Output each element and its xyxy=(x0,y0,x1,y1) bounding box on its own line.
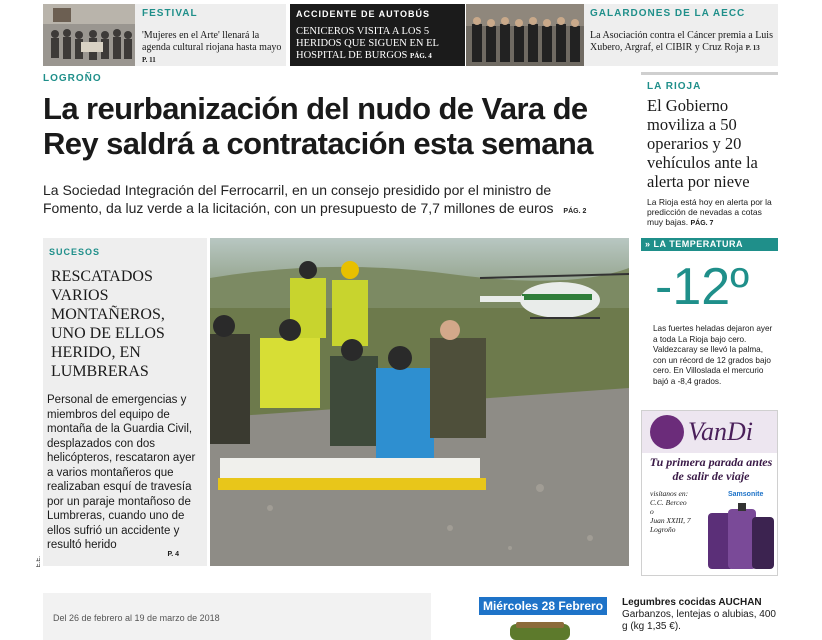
product-title: Legumbres cocidas AUCHAN xyxy=(622,597,762,608)
accidente-page: PÁG. 4 xyxy=(410,52,432,60)
galardones-headline xyxy=(590,30,776,54)
rioja-section-label: LA RIOJA xyxy=(647,81,702,92)
temperature-box xyxy=(641,256,778,404)
lead-page: PÁG. 2 xyxy=(563,208,587,215)
day-badge: Miércoles 28 Febrero xyxy=(479,597,607,615)
chevron-right-icon: » xyxy=(645,239,651,249)
lead-section-label: LOGROÑO xyxy=(43,73,102,84)
accidente-label: ACCIDENTE DE AUTOBÚS xyxy=(296,9,431,19)
lead-dek-line2: Fomento, da luz verde a la licitación, con un presupuesto de 7,7 millones de euros xyxy=(43,200,554,216)
vandi-visit: visítanos en: xyxy=(650,489,689,498)
lead-dek-line2-wrap xyxy=(43,199,638,221)
product-offer[interactable] xyxy=(622,597,782,633)
rioja-story[interactable] xyxy=(641,72,778,235)
teaser-festival[interactable] xyxy=(43,4,286,66)
vandi-logo-icon xyxy=(650,415,684,449)
rioja-headline: El Gobierno moviliza a 50 operarios y 20 vehículos ante la alerta por nieve xyxy=(647,96,758,191)
lead-headline-line2: Rey saldrá a contratación esta semana xyxy=(43,126,593,161)
rioja-body xyxy=(647,197,778,229)
sucesos-body-text: Personal de emergencias y miembros del equipo de montaña de la Guardia Civil, desplazados con dos helicópteros, rescataron ayer a varios montañeros que realizaban esquí de travesía por un paraje montañoso de Lumbreras, cuando uno de ellos sufrió un accidente y resultó herido xyxy=(47,394,196,551)
festival-headline xyxy=(142,30,284,66)
vandi-header xyxy=(642,411,778,453)
rioja-page: PÁG. 7 xyxy=(690,220,714,227)
temperature-body: Las fuertes heladas dejaron ayer a toda La Rioja bajo cero. Valdezcaray se llevó la palma, con un récord de 12 grados bajo cero. En Villoslada el mercurio bajó a -8,4 grados. xyxy=(653,324,773,386)
galardones-label: GALARDONES DE LA AECC xyxy=(590,8,746,19)
sucesos-story[interactable] xyxy=(43,238,207,566)
lead-dek-line1: La Sociedad Integración del Ferrocarril, en un consejo presidido por el ministro de xyxy=(43,182,552,198)
vandi-or: o xyxy=(650,507,654,516)
lead-headline[interactable] xyxy=(43,91,638,161)
festival-photo xyxy=(43,4,135,66)
vandi-address1: C.C. Berceo xyxy=(650,498,687,507)
accidente-headline xyxy=(296,26,461,62)
lead-dek xyxy=(43,181,638,221)
festival-page: P. 11 xyxy=(142,56,156,64)
galardones-headline-text: La Asociación contra el Cáncer premia a Luis Xubero, Argraf, el CIBIR y Cruz Roja xyxy=(590,30,773,53)
galardones-page: P. 13 xyxy=(745,44,760,52)
sucesos-headline: RESCATADOS VARIOS MONTAÑEROS, UNO DE ELLOS HERIDO, EN LUMBRERAS xyxy=(51,268,165,380)
photo-credit: E.E. xyxy=(36,556,42,568)
vandi-city: Logroño xyxy=(650,525,676,534)
promo-dates: Del 26 de febrero al 19 de marzo de 2018 xyxy=(53,613,220,623)
suitcase-icon xyxy=(702,503,778,575)
sucesos-section-label: SUCESOS xyxy=(49,247,101,257)
temperature-value: -12º xyxy=(655,258,750,316)
rioja-body-text: La Rioja está hoy en alerta por la predicción de nevadas a cotas muy bajas. xyxy=(647,197,772,227)
temperature-label: LA TEMPERATURA MÍNIMA xyxy=(641,239,743,262)
festival-label: FESTIVAL xyxy=(142,8,198,19)
accidente-headline-text: CENICEROS VISITA A LOS 5 HERIDOS QUE SIGUEN EN EL HOSPITAL DE BURGOS xyxy=(296,26,439,61)
vandi-ad[interactable] xyxy=(641,410,778,576)
rescue-photo xyxy=(210,238,629,566)
lead-headline-line1: La reurbanización del nudo de Vara de xyxy=(43,91,588,126)
vandi-brand: VanDi xyxy=(688,417,753,446)
vandi-tagline: Tu primera parada antes de salir de viaje xyxy=(649,455,773,483)
product-desc: Garbanzos, lentejas o alubias, 400 g (kg 1,35 €). xyxy=(622,609,776,632)
sucesos-page: P. 4 xyxy=(167,551,179,558)
galardones-photo xyxy=(466,4,584,66)
vandi-address2: Juan XXIII, 7 xyxy=(650,516,691,525)
jar-icon xyxy=(506,622,574,640)
samsonite-logo: Samsonite xyxy=(728,491,764,498)
festival-headline-text: 'Mujeres en el Arte' llenará la agenda cultural riojana hasta mayo xyxy=(142,30,282,53)
temperature-bar xyxy=(641,238,778,262)
promo-box[interactable] xyxy=(43,593,431,640)
teaser-galardones[interactable] xyxy=(466,4,778,66)
teaser-accidente[interactable] xyxy=(290,4,465,66)
sucesos-body xyxy=(47,393,203,553)
